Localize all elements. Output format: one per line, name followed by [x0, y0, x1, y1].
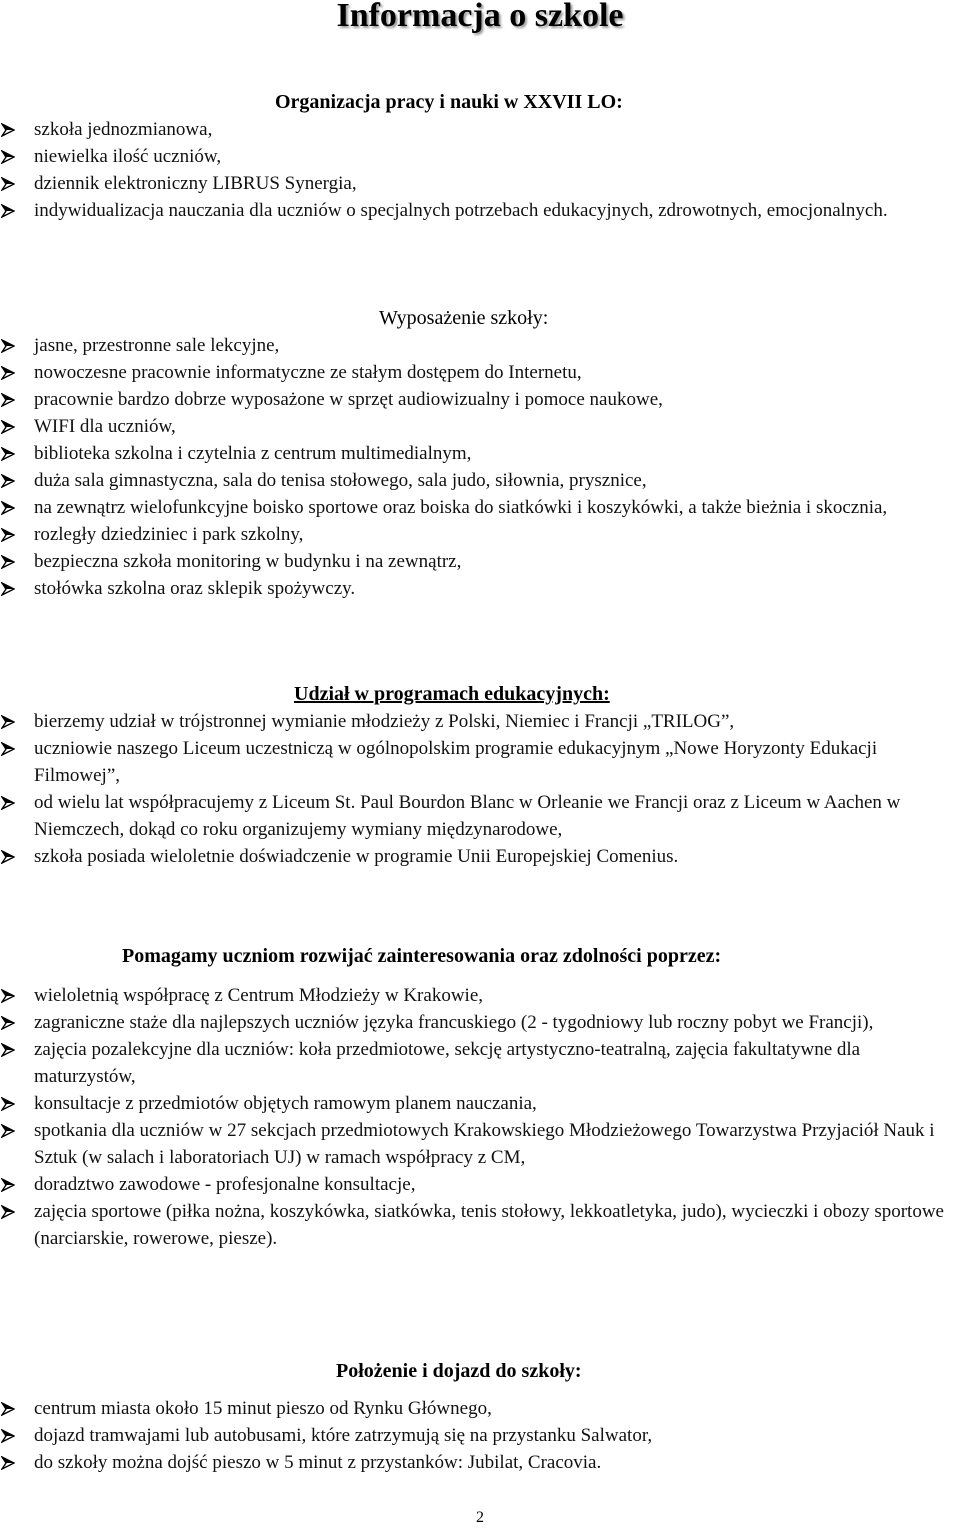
list-item: duża sala gimnastyczna, sala do tenisa stołowego, sala judo, siłownia, prysznice, [0, 467, 960, 494]
list-item: indywidualizacja nauczania dla uczniów o specjalnych potrzebach edukacyjnych, zdrowotnych, emocjonalnych. [0, 197, 960, 224]
arrow-bullet-icon [0, 1449, 20, 1476]
list-item: dziennik elektroniczny LIBRUS Synergia, [0, 170, 960, 197]
list-item: zajęcia pozalekcyjne dla uczniów: koła przedmiotowe, sekcję artystyczno-teatralną, zajęcia fakultatywne dla maturzystów, [0, 1036, 960, 1090]
arrow-bullet-icon [0, 843, 20, 870]
list-item: centrum miasta około 15 minut pieszo od Rynku Głównego, [0, 1395, 960, 1422]
arrow-bullet-icon [0, 359, 20, 386]
arrow-bullet-icon [0, 1009, 20, 1036]
arrow-bullet-icon [0, 1171, 20, 1198]
list-item: WIFI dla uczniów, [0, 413, 960, 440]
list-item: rozległy dziedziniec i park szkolny, [0, 521, 960, 548]
arrow-bullet-icon [0, 982, 20, 1009]
list-item: biblioteka szkolna i czytelnia z centrum multimedialnym, [0, 440, 960, 467]
section-heading-zainteresowania: Pomagamy uczniom rozwijać zainteresowania oraz zdolności poprzez: [122, 945, 722, 967]
list-item: dojazd tramwajami lub autobusami, które zatrzymują się na przystanku Salwator, [0, 1422, 960, 1449]
arrow-bullet-icon [0, 1422, 20, 1449]
list-item: spotkania dla uczniów w 27 sekcjach przedmiotowych Krakowskiego Młodzieżowego Towarzystwa Przyjaciół Nauk i Sztuk (w salach i laboratoriach UJ) w ramach współpracy z CM, [0, 1117, 960, 1171]
arrow-bullet-icon [0, 1090, 20, 1117]
arrow-bullet-icon [0, 494, 20, 521]
arrow-bullet-icon [0, 332, 20, 359]
arrow-bullet-icon [0, 170, 20, 197]
list-item: niewielka ilość uczniów, [0, 143, 960, 170]
section-list-organizacja [0, 116, 960, 224]
list-item: bezpieczna szkoła monitoring w budynku i na zewnątrz, [0, 548, 960, 575]
arrow-bullet-icon [0, 735, 20, 762]
section-list-polozenie [0, 1395, 960, 1476]
arrow-bullet-icon [0, 708, 20, 735]
section-heading-programy: Udział w programach edukacyjnych: [294, 683, 610, 705]
list-item: zajęcia sportowe (piłka nożna, koszykówka, siatkówka, tenis stołowy, lekkoatletyka, judo), wycieczki i obozy sportowe (narciarskie, rowerowe, piesze). [0, 1198, 960, 1252]
list-item: do szkoły można dojść pieszo w 5 minut z przystanków: Jubilat, Cracovia. [0, 1449, 960, 1476]
list-item: wieloletnią współpracę z Centrum Młodzieży w Krakowie, [0, 982, 960, 1009]
list-item: jasne, przestronne sale lekcyjne, [0, 332, 960, 359]
arrow-bullet-icon [0, 197, 20, 224]
arrow-bullet-icon [0, 143, 20, 170]
arrow-bullet-icon [0, 548, 20, 575]
arrow-bullet-icon [0, 575, 20, 602]
arrow-bullet-icon [0, 1198, 20, 1225]
list-item: od wielu lat współpracujemy z Liceum St. Paul Bourdon Blanc w Orleanie we Francji oraz z Liceum w Aachen w Niemczech, dokąd co roku organizujemy wymiany międzynarodowe, [0, 789, 960, 843]
arrow-bullet-icon [0, 1117, 20, 1144]
list-item: bierzemy udział w trójstronnej wymianie młodzieży z Polski, Niemiec i Francji „TRILOG”, [0, 708, 960, 735]
list-item: zagraniczne staże dla najlepszych uczniów języka francuskiego (2 - tygodniowy lub roczny pobyt we Francji), [0, 1009, 960, 1036]
section-heading-polozenie: Położenie i dojazd do szkoły: [336, 1360, 582, 1382]
arrow-bullet-icon [0, 413, 20, 440]
page-number: 2 [476, 1509, 484, 1526]
list-item: na zewnątrz wielofunkcyjne boisko sportowe oraz boiska do siatkówki i koszykówki, a także bieżnia i skocznia, [0, 494, 960, 521]
list-item: szkoła jednozmianowa, [0, 116, 960, 143]
arrow-bullet-icon [0, 467, 20, 494]
list-item: uczniowie naszego Liceum uczestniczą w ogólnopolskim programie edukacyjnym „Nowe Horyzonty Edukacji Filmowej”, [0, 735, 960, 789]
section-list-programy [0, 708, 960, 870]
arrow-bullet-icon [0, 116, 20, 143]
section-heading-wyposazenie: Wyposażenie szkoły: [379, 307, 549, 329]
arrow-bullet-icon [0, 521, 20, 548]
list-item: szkoła posiada wieloletnie doświadczenie w programie Unii Europejskiej Comenius. [0, 843, 960, 870]
page-title: Informacja o szkole [336, 0, 624, 34]
list-item: doradztwo zawodowe - profesjonalne konsultacje, [0, 1171, 960, 1198]
list-item: nowoczesne pracownie informatyczne ze stałym dostępem do Internetu, [0, 359, 960, 386]
list-item: konsultacje z przedmiotów objętych ramowym planem nauczania, [0, 1090, 960, 1117]
arrow-bullet-icon [0, 1395, 20, 1422]
arrow-bullet-icon [0, 440, 20, 467]
list-item: stołówka szkolna oraz sklepik spożywczy. [0, 575, 960, 602]
section-heading-organizacja: Organizacja pracy i nauki w XXVII LO: [275, 91, 623, 113]
section-list-zainteresowania [0, 982, 960, 1252]
arrow-bullet-icon [0, 789, 20, 816]
section-list-wyposazenie [0, 332, 960, 602]
arrow-bullet-icon [0, 386, 20, 413]
list-item: pracownie bardzo dobrze wyposażone w sprzęt audiowizualny i pomoce naukowe, [0, 386, 960, 413]
arrow-bullet-icon [0, 1036, 20, 1063]
